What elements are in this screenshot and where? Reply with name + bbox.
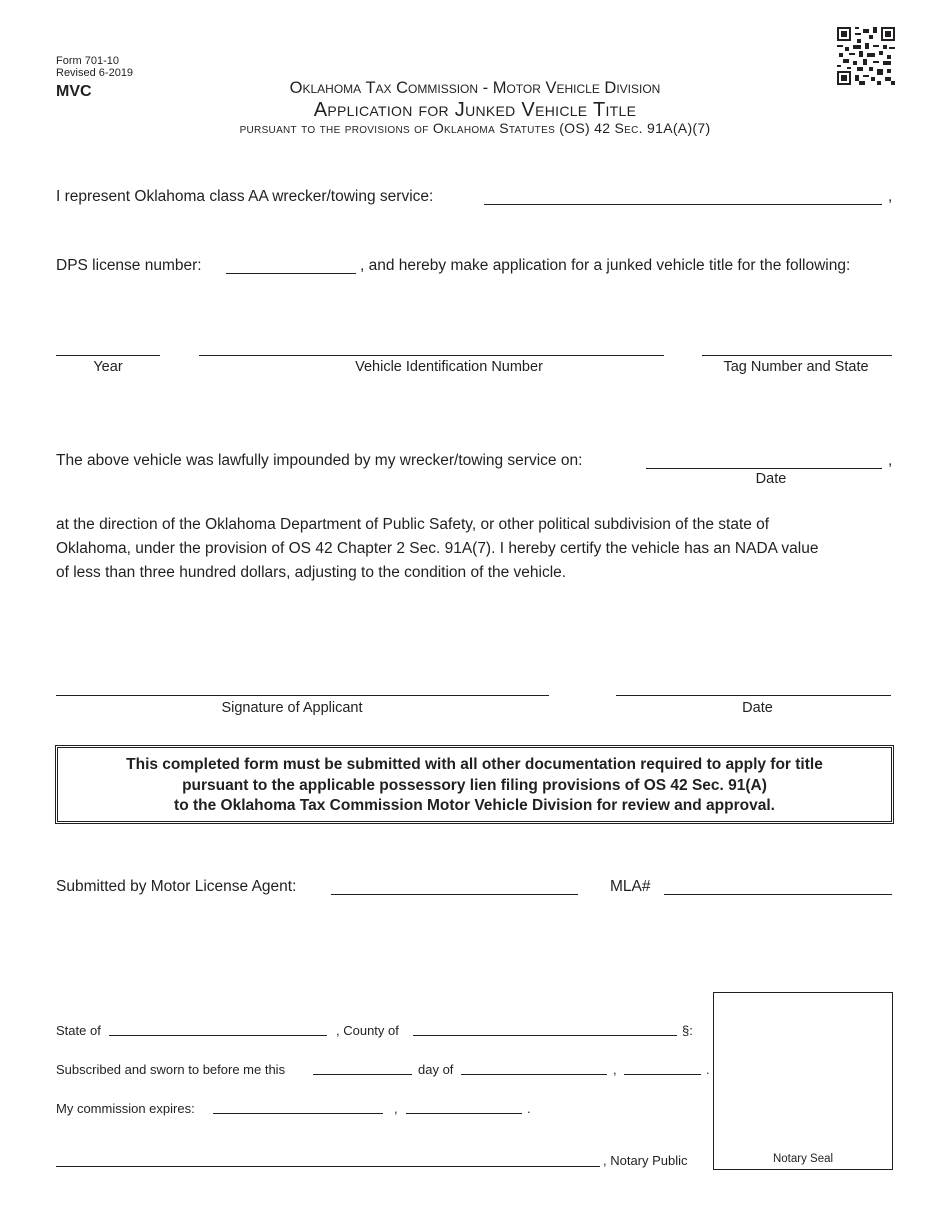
notary-seal-label: Notary Seal (772, 1153, 834, 1165)
signature-date-field[interactable] (616, 695, 891, 696)
service-statement: I represent Oklahoma class AA wrecker/towing service: (56, 188, 434, 205)
impound-comma: , (888, 452, 893, 469)
applicant-signature-label: Signature of Applicant (221, 700, 363, 716)
sworn-year-field[interactable] (624, 1074, 701, 1075)
dps-license-label: DPS license number: (56, 257, 202, 274)
impound-date-label: Date (755, 471, 787, 487)
impound-statement: The above vehicle was lawfully impounded by my wrecker/towing service on: (56, 452, 583, 469)
page-title: Application for Junked Vehicle Title (313, 99, 637, 121)
sworn-period: . (706, 1062, 710, 1077)
form-number: Form 701-10 (56, 55, 119, 67)
expires-date-field[interactable] (213, 1113, 383, 1114)
expires-label: My commission expires: (56, 1101, 195, 1116)
application-statement: , and hereby make application for a junked vehicle title for the following: (360, 257, 851, 274)
service-name-field[interactable] (484, 204, 882, 205)
state-label: State of (56, 1023, 101, 1038)
service-comma: , (888, 188, 893, 205)
sworn-label: Subscribed and sworn to before me this (56, 1062, 286, 1077)
notary-signature-field[interactable] (56, 1166, 600, 1167)
impound-date-field[interactable] (646, 468, 882, 469)
form-code: MVC (56, 83, 92, 100)
notary-seal-box (713, 992, 893, 1170)
dps-license-field[interactable] (226, 273, 356, 274)
vin-label: Vehicle Identification Number (355, 359, 543, 375)
county-label: , County of (336, 1023, 399, 1038)
county-field[interactable] (413, 1035, 677, 1036)
mla-label: MLA# (610, 878, 651, 895)
state-field[interactable] (109, 1035, 327, 1036)
applicant-signature-field[interactable] (56, 695, 549, 696)
page-subtitle: pursuant to the provisions of Oklahoma Statutes (OS) 42 Sec. 91A(A)(7) (239, 120, 711, 136)
expires-period: . (527, 1101, 531, 1116)
certification-line-2: Oklahoma, under the provision of OS 42 Chapter 2 Sec. 91A(7). I hereby certify the vehicle has an NADA value (56, 540, 819, 557)
section-symbol: §: (682, 1023, 693, 1038)
expires-year-field[interactable] (406, 1113, 522, 1114)
mla-field[interactable] (664, 894, 892, 895)
agent-label: Submitted by Motor License Agent: (56, 878, 297, 895)
revised-date: Revised 6-2019 (56, 67, 134, 79)
notice-line-3: to the Oklahoma Tax Commission Motor Vehicle Division for review and approval. (174, 797, 775, 814)
qr-code-icon (837, 27, 895, 85)
notice-line-1: This completed form must be submitted with all other documentation required to apply for title (126, 756, 823, 773)
sworn-comma: , (613, 1062, 617, 1077)
notice-line-2: pursuant to the applicable possessory lien filing provisions of OS 42 Sec. 91(A) (182, 776, 767, 794)
expires-comma: , (394, 1101, 398, 1116)
day-of-label: day of (418, 1062, 454, 1077)
year-field[interactable] (56, 355, 160, 356)
certification-line-3: of less than three hundred dollars, adjusting to the condition of the vehicle. (56, 564, 567, 581)
year-label: Year (93, 359, 123, 375)
agency-name: Oklahoma Tax Commission - Motor Vehicle Division (289, 79, 661, 97)
sworn-day-field[interactable] (313, 1074, 412, 1075)
tag-label: Tag Number and State (723, 359, 869, 375)
agent-field[interactable] (331, 894, 578, 895)
notice-box (55, 745, 894, 824)
signature-date-label: Date (742, 700, 773, 716)
certification-line-1: at the direction of the Oklahoma Department of Public Safety, or other political subdivision of the state of (56, 516, 770, 533)
sworn-month-field[interactable] (461, 1074, 607, 1075)
vin-field[interactable] (199, 355, 664, 356)
notary-public-label: , Notary Public (603, 1153, 688, 1168)
tag-field[interactable] (702, 355, 892, 356)
